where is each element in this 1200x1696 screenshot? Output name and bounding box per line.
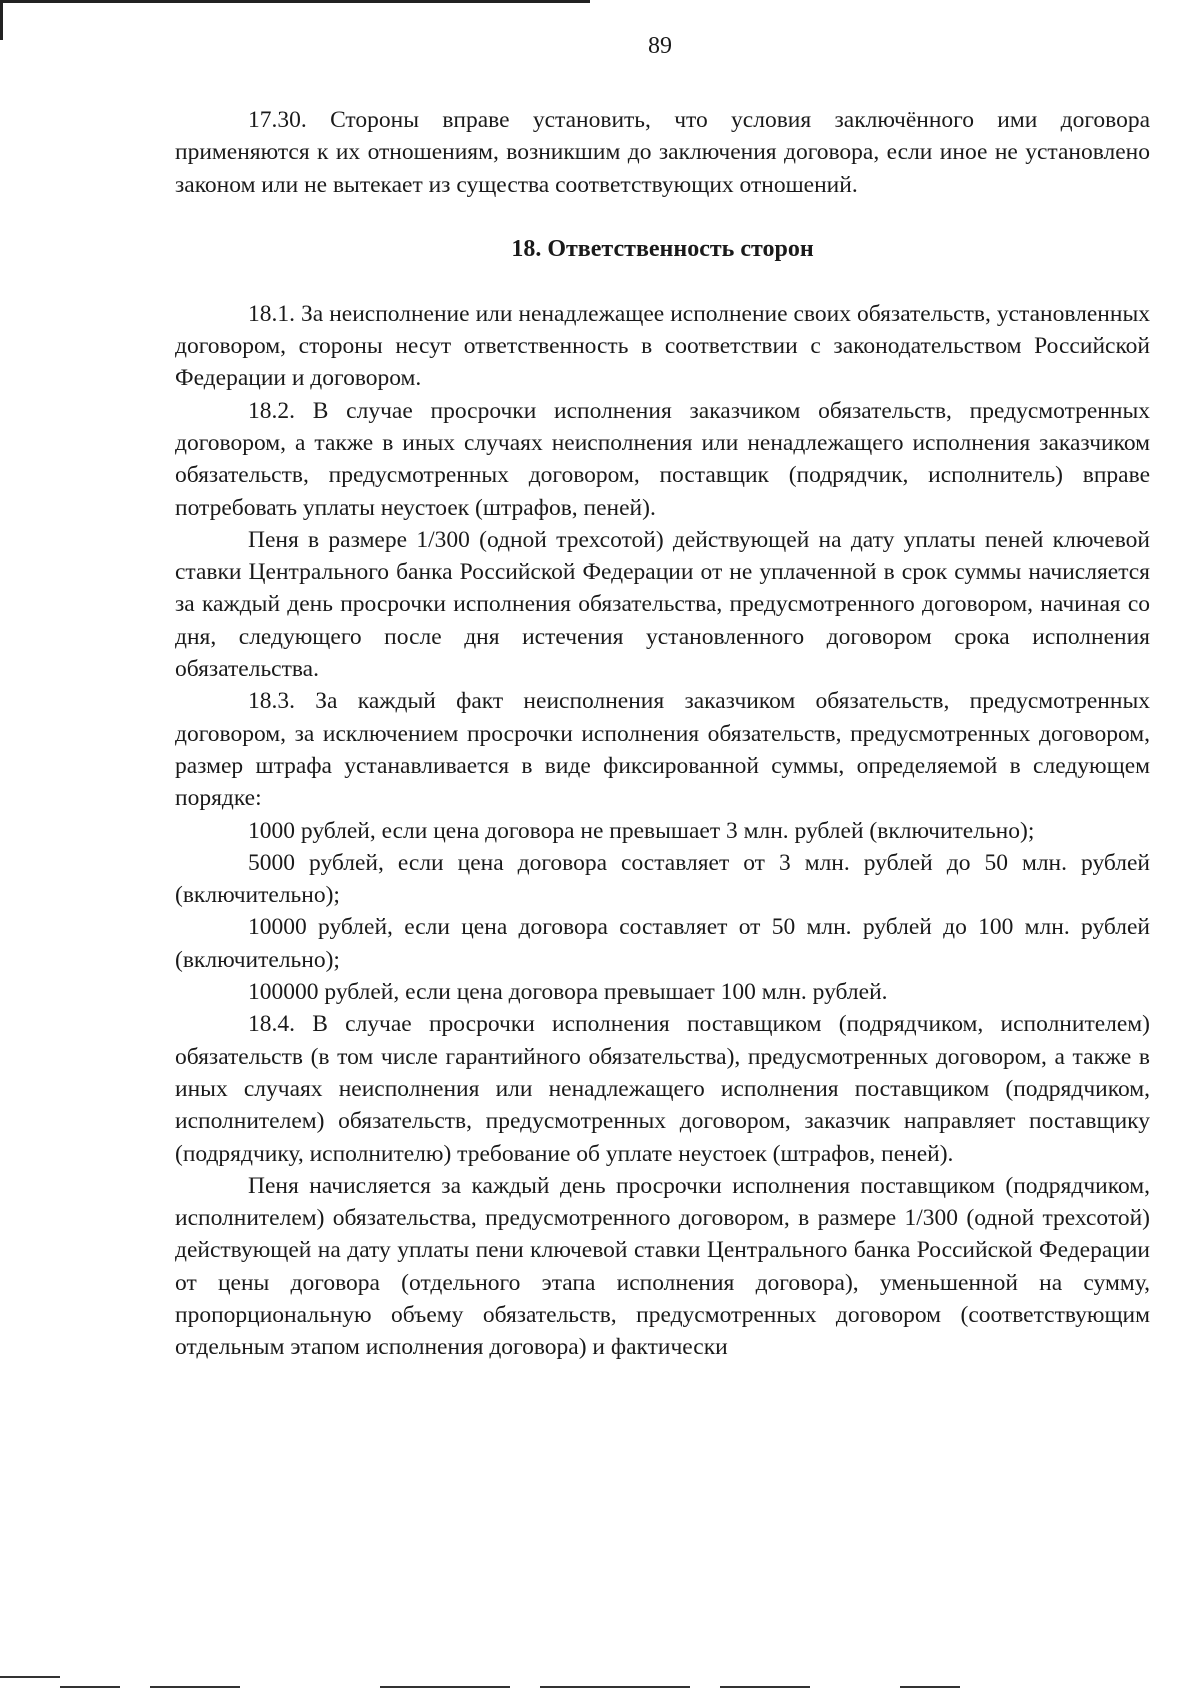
section-title: 18. Ответственность сторон [511,236,814,263]
paragraph-fine-5000: 5000 рублей, если цена договора составляет от 3 млн. рублей до 50 млн. рублей (включительно); [175,849,1150,909]
paragraph-18-1: 18.1. За неисполнение или ненадлежащее исполнение своих обязательств, установленных договором, стороны несут ответственность в соответствии с законодательством Российской Федерации и договором. [175,300,1150,392]
paragraph-17-30: 17.30. Стороны вправе установить, что условия заключённого ими договора применяются к их отношениям, возникшим до заключения договора, если иное не установлено законом или не вытекает из существа соответствующих отношений. [175,107,1150,198]
page-number: 89 [648,33,672,59]
paragraph-18-3: 18.3. За каждый факт неисполнения заказчиком обязательств, предусмотренных договором, за исключением просрочки исполнения обязательств, предусмотренных договором, размер штрафа устанавливается в виде фиксированной суммы, определяемой в следующем порядке: [175,688,1150,812]
paragraph-18-2: 18.2. В случае просрочки исполнения заказчиком обязательств, предусмотренных договором, а также в иных случаях неисполнения или ненадлежащего исполнения заказчиком обязательств, предусмотренных договором, поставщик (подрядчик, исполнитель) вправе потребовать уплаты неустоек (штрафов, пеней). [175,397,1150,521]
paragraph-18-4: 18.4. В случае просрочки исполнения поставщиком (подрядчиком, исполнителем) обязательств (в том числе гарантийного обязательства), предусмотренных договором, а также в иных случаях неисполнения или ненадлежащего исполнения поставщиком (подрядчиком, исполнителем) обязательств, предусмотренных договором, заказчик направляет поставщику (подрядчику, исполнителю) требование об уплате неустоек (штрафов, пеней). [175,1011,1150,1167]
paragraph-fine-1000: 1000 рублей, если цена договора не превышает 3 млн. рублей (включительно); [248,817,1035,844]
paragraph-fine-100000: 100000 рублей, если цена договора превышает 100 млн. рублей. [248,979,888,1006]
paragraph-penalty-supplier: Пеня начисляется за каждый день просрочки исполнения поставщиком (подрядчиком, исполнителем) обязательства, предусмотренного договором, в размере 1/300 (одной трехсотой) действующей на дату уплаты пени ключевой ставки Центрального банка Российской Федерации от цены договора (отдельного этапа исполнения договора), уменьшенной на сумму, пропорциональную объему обязательств, предусмотренных договором (соответствующим отдельным этапом исполнения договора) и фактически [175,1172,1150,1361]
paragraph-penalty-customer: Пеня в размере 1/300 (одной трехсотой) действующей на дату уплаты пеней ключевой ставки Центрального банка Российской Федерации от не уплаченной в срок суммы начисляется за каждый день просрочки исполнения обязательства, предусмотренного договором, начиная со дня, следующего после дня истечения установленного договором срока исполнения обязательства. [175,526,1150,683]
document-body [175,104,1150,1364]
paragraph-fine-10000: 10000 рублей, если цена договора составляет от 50 млн. рублей до 100 млн. рублей (включительно); [175,914,1150,973]
scan-footer-rule [0,1676,1200,1696]
spacer [175,265,1150,297]
spacer [175,201,1150,233]
scan-edge-top [0,0,590,3]
